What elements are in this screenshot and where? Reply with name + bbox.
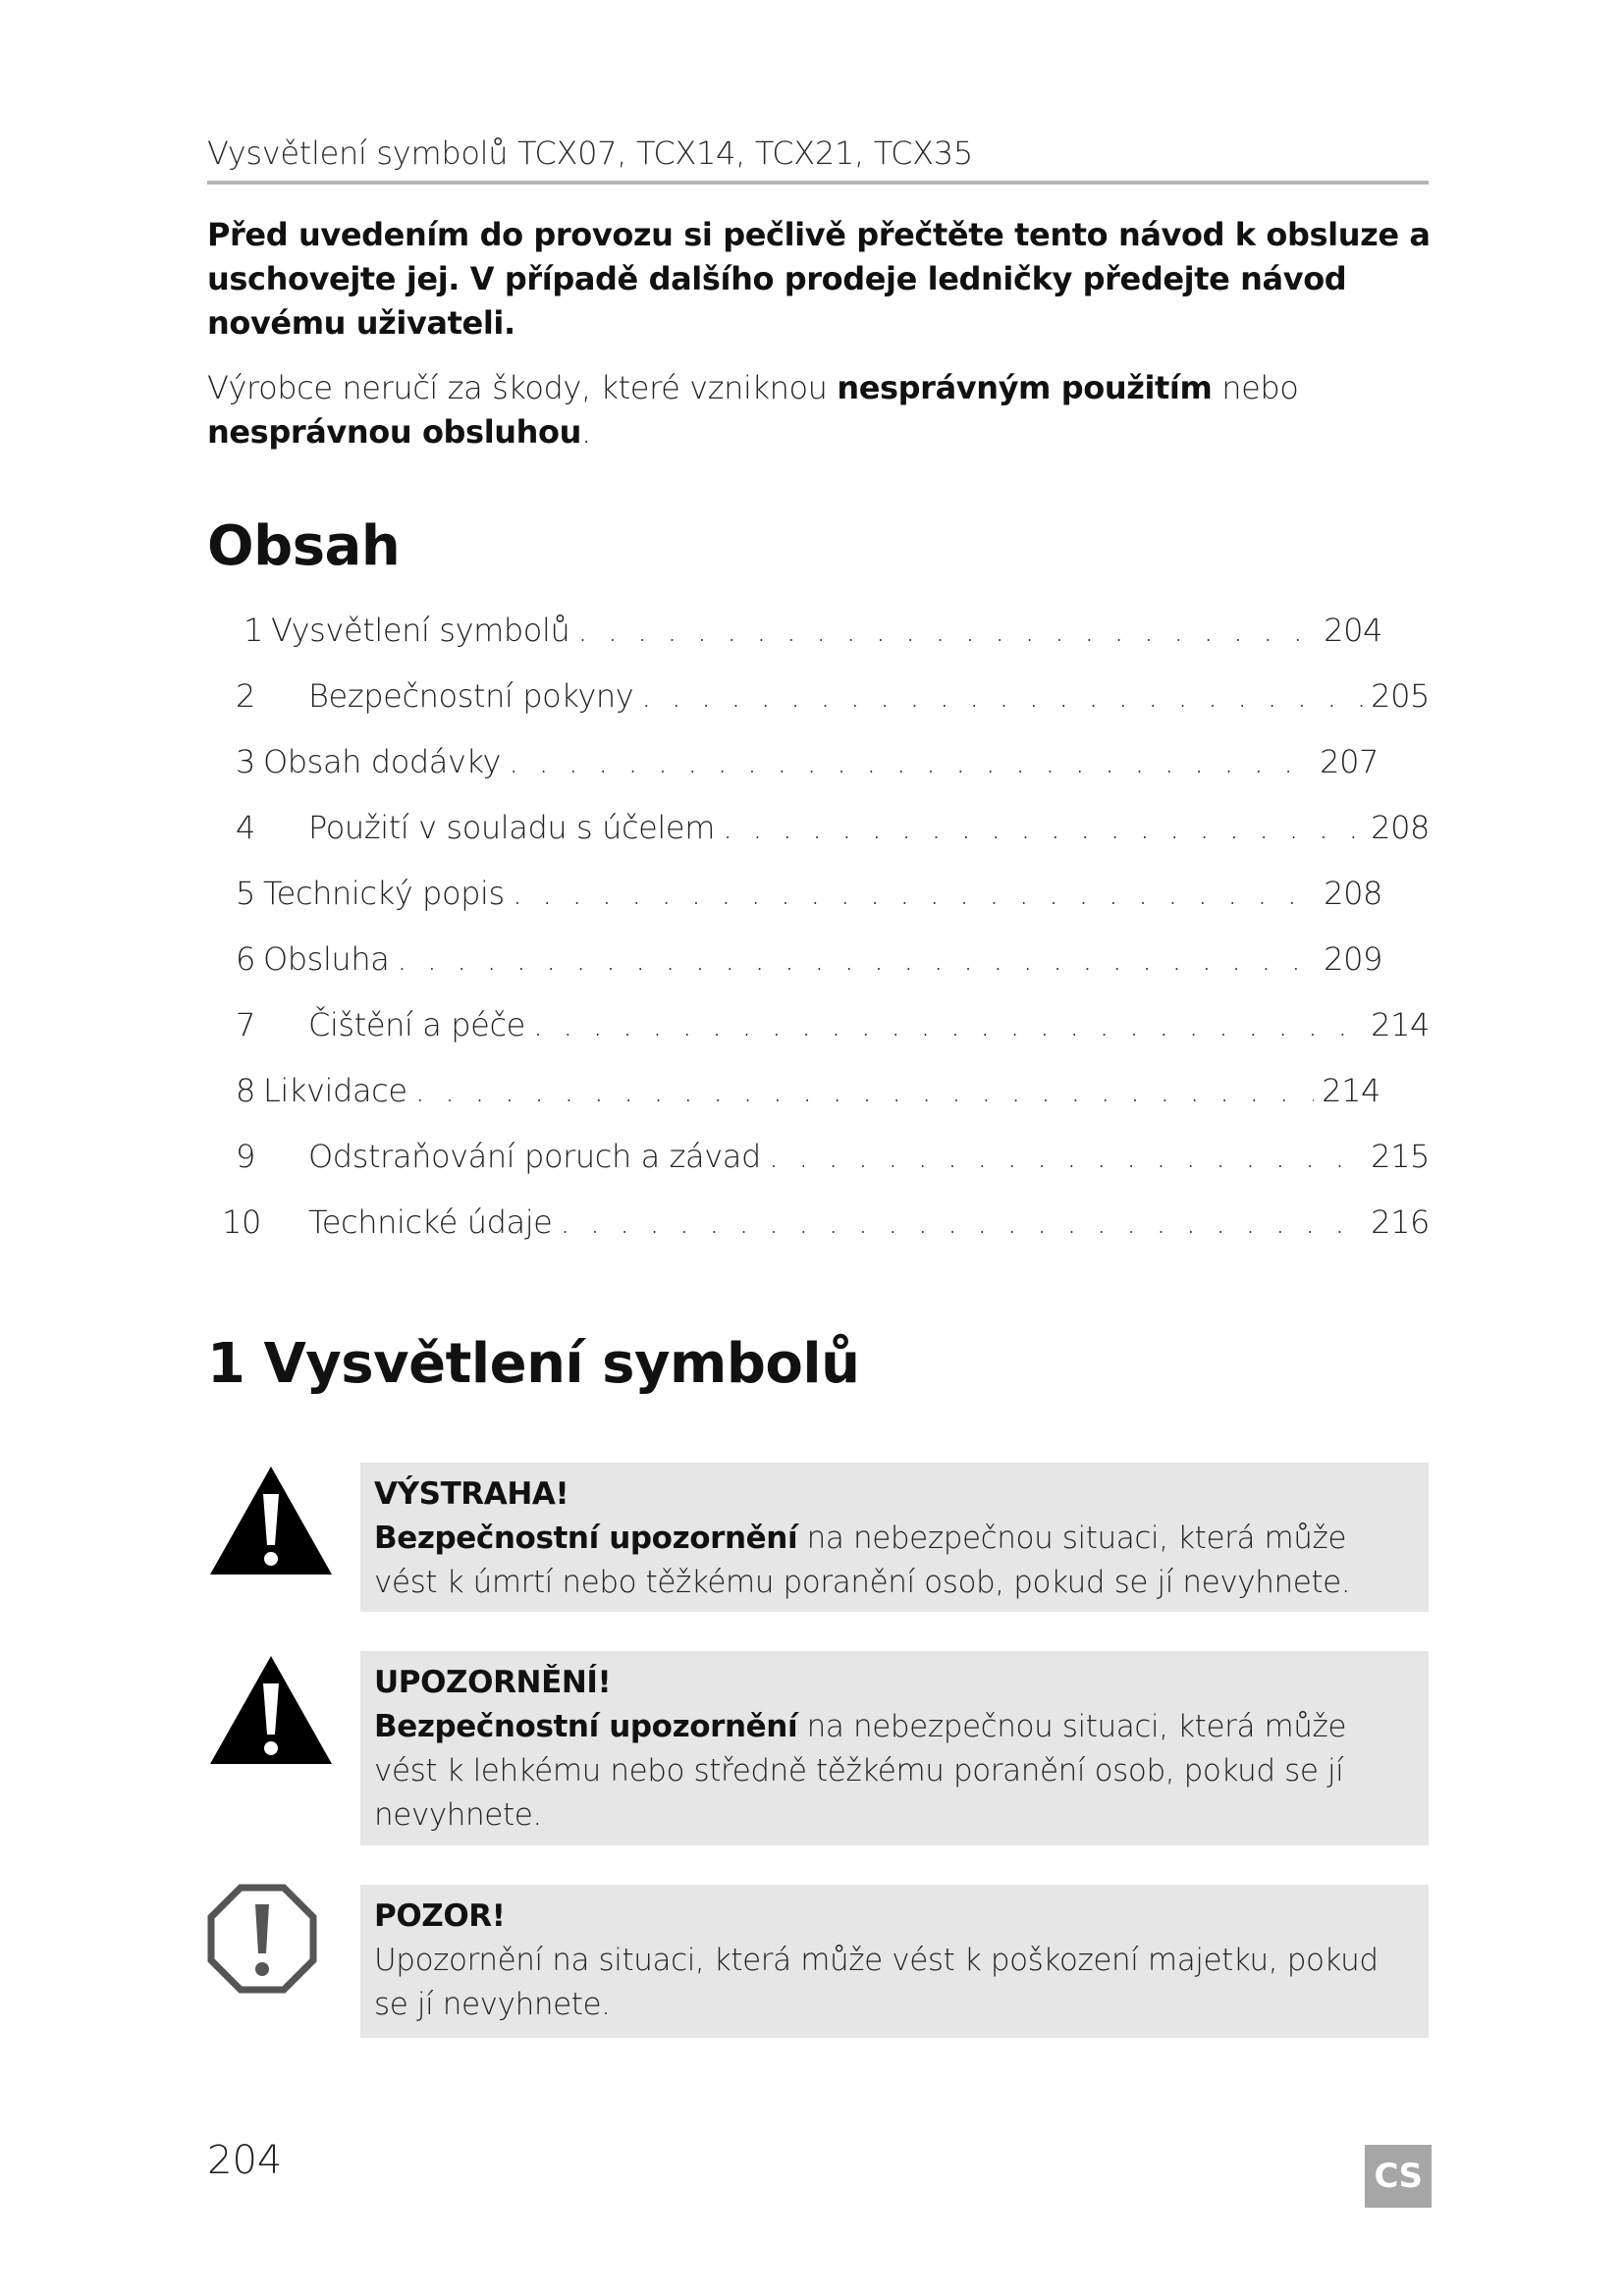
toc-page: 214 [1371, 1006, 1430, 1043]
toc-title: Bezpečnostní pokyny [308, 677, 634, 715]
toc-entry[interactable] [244, 609, 1382, 652]
toc-page: 209 [1324, 940, 1382, 978]
caution-notice-box [360, 1651, 1429, 1845]
toc-number: 8 [236, 1072, 255, 1109]
running-header: Vysvětlení symbolů TCX07, TCX14, TCX21, TCX35 [207, 132, 1429, 185]
toc-number: 5 [236, 875, 255, 912]
liability-text: Výrobce neručí za škody, které vzniknou [207, 369, 838, 406]
toc-number: 4 [236, 809, 255, 846]
toc-page: 207 [1320, 743, 1379, 780]
warning-notice-box [360, 1463, 1429, 1612]
toc-number: 9 [236, 1138, 255, 1175]
intro-notice: Před uvedením do provozu si pečlivě přečtěte tento návod k obsluze a uschovejte jej. V případě dalšího prodeje ledničky předejte návod novému uživateli. [207, 216, 1431, 342]
toc-number: 7 [236, 1006, 255, 1043]
language-badge: CS [1365, 2145, 1432, 2208]
notice-lead: Bezpečnostní upozornění [374, 1709, 798, 1744]
toc-page: 205 [1371, 677, 1430, 715]
toc-number: 3 [236, 743, 255, 780]
toc-entry[interactable] [236, 1135, 1430, 1178]
liability-bold-operation: nesprávnou obsluhou [207, 413, 581, 451]
notice-lead: Bezpečnostní upozornění [374, 1521, 798, 1556]
toc-title: Technický popis [262, 875, 505, 912]
toc-title: Vysvětlení symbolů [270, 612, 570, 649]
toc-entry[interactable] [236, 937, 1382, 981]
toc-leader [533, 1003, 1363, 1046]
liability-text: nebo [1212, 369, 1299, 406]
warning-triangle-icon [206, 1463, 336, 1578]
toc-number: 10 [222, 1203, 261, 1241]
toc-entry[interactable] [222, 1201, 1430, 1244]
toc-page: 208 [1371, 809, 1430, 846]
toc-entry[interactable] [236, 1003, 1430, 1046]
toc-leader [641, 674, 1363, 718]
toc-leader [415, 1069, 1314, 1112]
toc-leader [577, 609, 1316, 652]
toc-leader [513, 872, 1316, 915]
notice-title: UPOZORNĚNÍ! [374, 1665, 612, 1700]
toc-page: 214 [1322, 1072, 1380, 1109]
notice-octagon-icon [206, 1883, 318, 1995]
toc-title: Technické údaje [308, 1203, 553, 1241]
toc-number: 2 [236, 677, 255, 715]
toc-title: Čištění a péče [308, 1006, 525, 1043]
property-notice-box [360, 1885, 1429, 2038]
notice-text: na nebezpečnou situaci, která může vést k úmrtí nebo těžkému poranění osob, pokud se jí nevyhnete. [374, 1521, 1351, 1600]
toc-title: Odstraňování poruch a závad [308, 1138, 761, 1175]
notice-title: VÝSTRAHA! [374, 1476, 569, 1512]
toc-entry[interactable] [236, 740, 1379, 783]
toc-page: 208 [1324, 875, 1382, 912]
toc-leader [509, 740, 1312, 783]
notice-text: Upozornění na situaci, která může vést k poškození majetku, pokud se jí nevyhnete. [374, 1943, 1379, 2022]
toc-leader [769, 1135, 1363, 1178]
notice-title: POZOR! [374, 1898, 506, 1934]
toc-number: 6 [236, 940, 255, 978]
toc-leader [723, 806, 1363, 849]
contents-heading: Obsah [207, 514, 401, 578]
toc-entry[interactable] [236, 1069, 1380, 1112]
toc-page: 216 [1371, 1203, 1430, 1241]
liability-text: . [581, 413, 591, 451]
toc-leader [397, 937, 1316, 981]
section-heading: 1 Vysvětlení symbolů [207, 1332, 860, 1396]
liability-bold-misuse: nesprávným použitím [837, 369, 1213, 406]
toc-leader [560, 1201, 1363, 1244]
toc-title: Obsah dodávky [262, 743, 502, 780]
caution-triangle-icon [206, 1652, 336, 1768]
toc-entry[interactable] [236, 806, 1430, 849]
toc-entry[interactable] [236, 872, 1382, 915]
toc-entry[interactable] [236, 674, 1430, 718]
toc-title: Likvidace [262, 1072, 407, 1109]
toc-title: Obsluha [262, 940, 390, 978]
toc-number: 1 [244, 612, 263, 649]
liability-note [207, 366, 1435, 454]
page-number: 204 [207, 2138, 283, 2183]
toc-title: Použití v souladu s účelem [308, 809, 715, 846]
toc-page: 204 [1324, 612, 1382, 649]
notice-text: na nebezpečnou situaci, která může vést k lehkému nebo středně těžkému poranění osob, pokud se jí nevyhnete. [374, 1709, 1347, 1833]
toc-page: 215 [1371, 1138, 1430, 1175]
